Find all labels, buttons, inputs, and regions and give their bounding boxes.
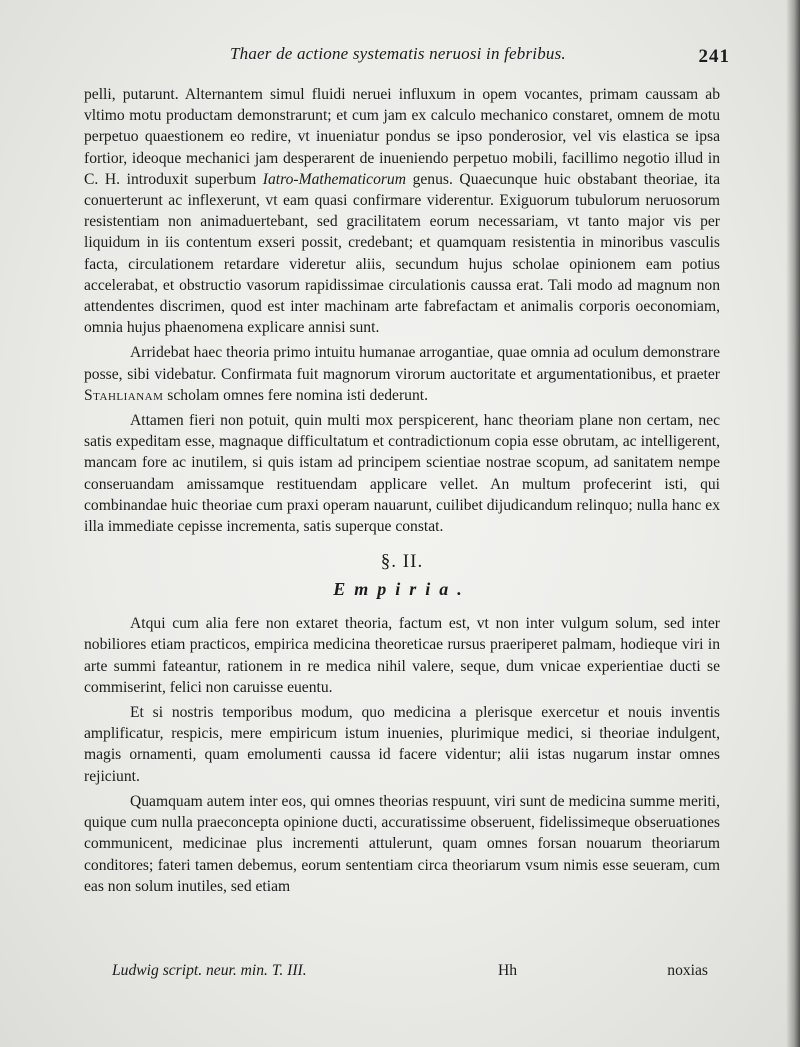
paragraph-continuation: [84, 84, 720, 338]
paragraph-2-text-b: scholam omnes fere nomina isti dederunt.: [163, 386, 428, 404]
paragraph-6: Quamquam autem inter eos, qui omnes theorias respuunt, viri sunt de medicina summe meriti, quique cum nulla praeconcepta opinione ducti, accuratissime obseruent, fidelissimeque obseruationes communicent, medicinae plus incrementi attulerunt, quam omnes forsan nouarum theoriarum conditores; fateri tamen debemus, eorum sententiam circa theoriarum vsum nimis esse seueram, cum eas non solum inutiles, sed etiam: [84, 792, 720, 895]
body-text: [84, 84, 720, 897]
page-number: 241: [698, 46, 730, 67]
page-edge-shadow: [786, 0, 800, 1047]
section-title: Empiria.: [333, 579, 471, 600]
paragraph-5: Et si nostris temporibus modum, quo medicina a plerisque exercetur et nouis inventis amplificatur, respicis, mere empiricum istum inuenies, plurimique medici, si theoriae indulgent, magis ornamenti, quam emolumenti caussa id facere videntur; alii istas nugarum instar omnes rejiciunt.: [84, 704, 720, 785]
signature-mark: Hh: [498, 962, 518, 979]
page-footer: [112, 962, 708, 984]
section-number: §. II.: [380, 551, 424, 573]
paragraph-1-text-a: pelli, putarunt. Alternantem simul fluidi neruei influxum in opem vocantes, primam caussam ab vltimo motu productam demonstrarunt; et cum jam ex calculo mechanico constaret, omnem de motu perpetuo quaestionem eo redire, vt inueniatur pondus se ipso ponderosior, vel vis elastica se ipsa fortior, ideoque mechanici jam desperarent de inueniendo perpetuo mobili, facillimo negotio illud in C. H. introduxit superbum: [84, 86, 720, 188]
paragraph-4: Atqui cum alia fere non extaret theoria, factum est, vt non inter vulgum solum, sed inter nobiliores etiam practicos, empirica medicina theoreticae rursus praeriperet palmam, hodieque viri in arte summi fateantur, rationem in re medica nihil valere, seque, dum vnicae experientiae ducti se commiserint, felici non caruisse euentu.: [84, 615, 720, 696]
italic-term: Iatro-Mathematicorum: [262, 170, 406, 188]
smallcaps-term: Stahlianam: [84, 386, 164, 404]
catchword: noxias: [667, 962, 708, 979]
paragraph-2: [84, 342, 720, 406]
paragraph-1-text-b: genus. Quaecunque huic obstabant theoriae, ita conuerterunt ac inflexerunt, vt eam quasi confirmare viderentur. Exiguorum tubulorum neruosorum resistentiam non animaduertebant, sed gracilitatem eorum necessariam, vt tanto major vis per liquidum in iis contentum exseri possit, credebant; et quamquam resistentia in minoribus vasculis facta, circulationem retardare videretur aliis, secundum hujus scholae opinionem eam potius accelerabat, et obstructio vasorum rapidissimae circulationis caussa erat. Tali modo ad magnum non attendentes discrimen, quod est inter machinam arte fabrefactam et animalis corporis oeconomiam, omnia hujus phaenomena explicare annisi sunt.: [84, 170, 720, 337]
paragraph-2-text-a: Arridebat haec theoria primo intuitu humanae arrogantiae, quae omnia ad oculum demonstrare posse, sibi videbatur. Confirmata fuit magnorum virorum auctoritate et argumentationibus, et praeter: [84, 344, 720, 383]
running-title: Thaer de actione systematis neruosi in febribus.: [230, 44, 566, 63]
running-head: [80, 44, 730, 70]
paragraph-3: Attamen fieri non potuit, quin multi mox perspicerent, hanc theoriam plane non certam, nec satis expeditam esse, magnaque difficultatum et contradictionum copia esse obrutam, ac intelligerent, mancam fore ac inutilem, si quis istam ad principem scientiae nostrae scopum, ad sanitatem nempe conseruandam amissamque restituendam applicare vellet. An multum profecerint isti, qui combinandae huic theoriae cum praxi operam nauarunt, cuilibet dijudicandum relinquo; nulla hanc ex illa immediate cepisse incrementa, satis superque constat.: [84, 412, 720, 536]
footer-imprint: Ludwig script. neur. min. T. III.: [112, 962, 307, 979]
